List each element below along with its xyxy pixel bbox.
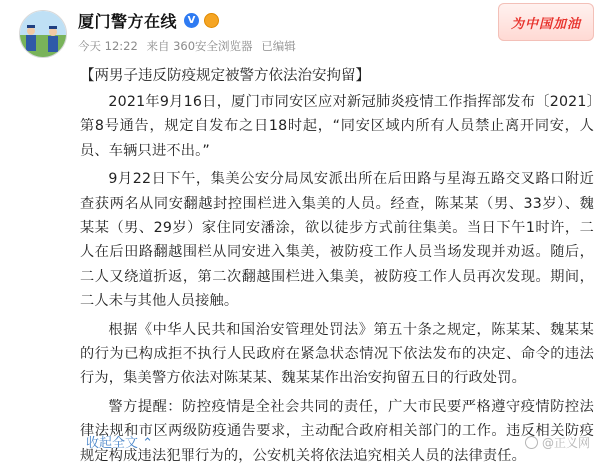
article-paragraph-4: 警方提醒：防控疫情是全社会共同的责任，广大市民要严格遵守疫情防控法律法规和市区两级防疫通告要求，主动配合政府相关部门的工作。违反相关防疫规定构成违法犯罪行为的，公安机关将依法追究相关人员的法律责任。: [80, 398, 594, 464]
post-body: [80, 64, 594, 472]
police-avatar-icon: [20, 11, 66, 57]
author-name[interactable]: 厦门警方在线: [78, 11, 178, 31]
author-row: [78, 9, 219, 31]
watermark: [525, 434, 590, 451]
verified-icon: V: [184, 13, 199, 28]
watermark-text: @正义网: [541, 436, 590, 450]
post-source: 来自 360安全浏览器: [146, 39, 253, 53]
collapse-full-text-link[interactable]: [86, 432, 153, 451]
edited-label[interactable]: 已编辑: [261, 39, 296, 53]
corner-banner: [498, 3, 594, 41]
article-paragraph-2: 9月22日下午，集美公安分局凤安派出所在后田路与星海五路交叉路口附近查获两名从同安翻越封控围栏进入集美的人员。经查，陈某某（男、33岁）、魏某某（男、29岁）家住同安潘涂，欲以徒步方式前往集美。当日下午1时许，二人在后田路翻越围栏从同安进入集美，被防疫工作人员当场发现并劝返。随后，二人又绕道折返，第二次翻越围栏进入集美，被防疫工作人员再次发现。期间，二人未与其他人员接触。: [80, 171, 594, 310]
medal-icon: [204, 13, 219, 28]
collapse-label: 收起全文: [86, 436, 139, 451]
watermark-logo-icon: [525, 436, 538, 449]
post-time: 今天 12:22: [78, 39, 138, 53]
post-meta: [78, 38, 301, 54]
article-paragraph-1: 2021年9月16日，厦门市同安区应对新冠肺炎疫情工作指挥部发布〔2021〕第8号通告，规定自发布之日18时起，“同安区域内所有人员禁止离开同安，人员、车辆只进不出。”: [80, 94, 594, 159]
avatar[interactable]: [19, 10, 67, 58]
article-paragraph-3: 根据《中华人民共和国治安管理处罚法》第五十条之规定，陈某某、魏某某的行为已构成拒不执行人民政府在紧急状态情况下依法发布的决定、命令的违法行为，集美警方依法对陈某某、魏某某作出治安拘留五日的行政处罚。: [80, 321, 594, 387]
banner-text: 为中国加油: [510, 16, 581, 32]
post-header: [0, 0, 600, 62]
chevron-up-icon: ⌃: [138, 436, 154, 451]
article-title: 【两男子违反防疫规定被警方依法治安拘留】: [80, 68, 370, 84]
